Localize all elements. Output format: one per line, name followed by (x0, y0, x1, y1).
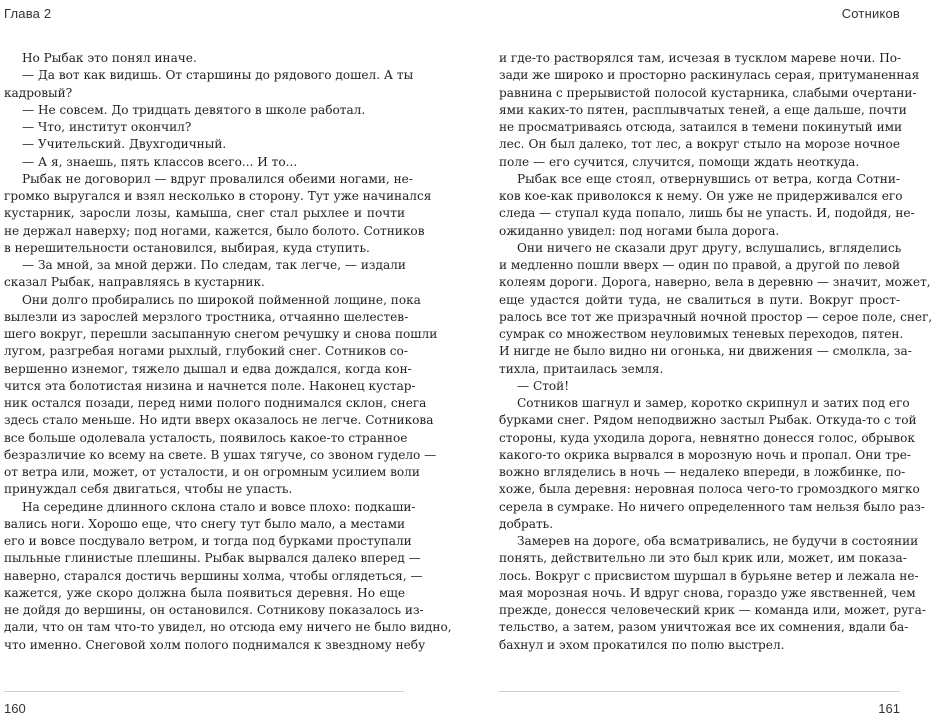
text-line: вались ноги. Хорошо еще, что снегу тут было мало, а местами (4, 516, 406, 531)
text-line: ралось все тот же призрачный ночной простор — серое поле, снег, (499, 309, 932, 324)
text-line: хоже, была деревня: неровная полоса чего-то громоздкого мягко (499, 482, 920, 497)
text-line: Рыбак все еще стоял, отвернувшись от ветра, когда Сотни- (517, 171, 900, 186)
text-line: наверно, старался достичь вершины холма, чтобы оглядеться, — (4, 568, 423, 583)
text-line: что именно. Снеговой холм полого поднимался к звездному небу (4, 637, 426, 652)
left-page-number: 160 (4, 701, 26, 716)
text-line: Сотников шагнул и замер, коротко скрипнул и затих под его (517, 396, 910, 410)
left-footer-rule (4, 691, 404, 692)
text-line: — Учительский. Двухгодичный. (22, 137, 227, 152)
text-line: На середине длинного склона стало и вовсе плохо: подкаши- (22, 499, 416, 514)
text-line: Рыбак не договорил — вдруг провалился обеими ногами, не- (22, 171, 413, 186)
text-line: громко выругался и взял несколько в сторону. Тут уже начинался (4, 189, 432, 203)
text-line: шего вокруг, перешли засыпанную снегом речушку и снова пошли (4, 327, 438, 341)
right-page-number: 161 (878, 701, 900, 716)
text-line: вершенно изнемог, тяжело дышал и едва дождался, когда кон- (4, 361, 412, 376)
text-line: поле — его сучится, случится, помощи ждать неоткуда. (499, 154, 860, 169)
text-line: все больше одолевала усталость, появилось какое-то странное (4, 430, 408, 445)
text-line: лось. Вокруг с присвистом шуршал в бурьяне ветер и лежала не- (499, 568, 919, 583)
text-line: равнина с прерывистой полосой кустарника, слабыми очертани- (499, 85, 917, 100)
text-line: лес. Он был далеко, тот лес, а вокруг стыло на морозе ночное (499, 137, 900, 152)
text-line: Но Рыбак это понял иначе. (22, 51, 197, 65)
text-line: Замерев на дороге, оба всматривались, не будучи в состоянии (517, 534, 919, 548)
text-line: Они долго пробирались по широкой пойменной лощине, пока (22, 292, 421, 307)
text-line: бахнул и эхом прокатился по полю выстрел. (499, 637, 785, 652)
text-line: тихла, притаилась земля. (499, 361, 664, 376)
text-line: принуждал себя двигаться, чтобы не упасть. (4, 482, 293, 497)
text-line: И нигде не было видно ни огонька, ни движения — смолкла, за- (499, 344, 912, 359)
text-line: — Стой! (517, 378, 570, 393)
text-line: — Что, институт окончил? (22, 120, 192, 134)
text-line: здесь стало меньше. Но идти вверх оказалось не легче. Сотникова (4, 413, 434, 428)
text-line: добрать. (499, 516, 554, 531)
text-line: стороны, куда уходила дорога, невнятно донесся голос, обрывок (499, 430, 915, 445)
text-line: сказал Рыбак, направляясь в кустарник. (4, 275, 265, 290)
text-line: ожиданно увидел: под ногами была дорога. (499, 223, 780, 238)
text-line: в нерешительности остановился, выбирая, куда ступить. (4, 240, 370, 255)
text-line: — За мной, за мной держи. По следам, так легче, — издали (22, 258, 406, 272)
text-line: вылезли из зарослей мерзлого тростника, отчаянно шелестев- (4, 309, 409, 324)
text-line: кустарник, заросли лозы, камыша, снег стал рыхлее и почти (4, 206, 405, 221)
text-line: пыльные глинистые плешины. Рыбак вырвался далеко вперед — (4, 551, 421, 566)
text-line: — Не совсем. До тридцать девятого в школе работал. (22, 102, 366, 117)
running-head-title: Сотников (841, 6, 900, 21)
text-line: безразличие ко всему на свете. В ушах тягуче, со звоном гудело — (4, 447, 437, 462)
text-line: чится эта болотистая низина и начнется поле. Наконец кустар- (4, 378, 416, 393)
text-line: ями каких-то пятен, расплывчатых теней, а еще дальше, почти (499, 102, 907, 117)
text-line: колеям дороги. Дорога, наверно, вела в деревню — значит, может, (499, 275, 931, 290)
text-line: — Да вот как видишь. От старшины до рядового дошел. А ты (22, 68, 414, 83)
text-line: тельство, а затем, разом уничтожая все их сомнения, вдали ба- (499, 620, 909, 635)
text-line: прежде, донесся человеческий крик — команда или, может, руга- (499, 603, 926, 617)
text-line: мая морозная ночь. И вдруг снова, гораздо уже явственней, чем (499, 585, 916, 600)
text-line: серела в сумраке. Но ничего определенного там нельзя было раз- (499, 499, 925, 514)
text-line: от ветра или, может, от усталости, и он огромным усилием воли (4, 465, 420, 479)
text-line: не дойдя до вершины, он остановился. Сотникову показалось из- (4, 603, 424, 617)
text-line: бурками снег. Рядом неподвижно застыл Рыбак. Откуда-то с той (499, 413, 917, 428)
text-line: ков кое-как приволокся к нему. Он уже не придерживался его (499, 189, 903, 203)
text-line: сумрак со множеством неуловимых теневых переходов, пятен. (499, 327, 904, 341)
right-page-text (499, 50, 932, 654)
text-line: и где-то растворялся там, исчезая в тусклом мареве ночи. По- (499, 51, 902, 65)
text-line: кадровый? (4, 85, 73, 100)
text-line: понять, действительно ли это был крик или, может, им показа- (499, 551, 907, 566)
text-line: не просматриваясь отсюда, затаился в темени покинутый ими (499, 120, 903, 134)
text-line: какого-то окрика вырвался в морозную ночь и пропал. Они тре- (499, 447, 911, 462)
text-line: ник остался позади, перед ними полого поднимался склон, снега (4, 396, 427, 410)
text-line: еще удастся дойти туда, не свалиться в пути. Вокруг прост- (499, 292, 900, 307)
text-line: его и вовсе посдувало ветром, и тогда под бурками проступали (4, 534, 412, 548)
left-page-text (4, 50, 452, 654)
text-line: лугом, разгребая ногами рыхлый, глубокий снег. Сотников со- (4, 344, 408, 359)
text-line: — А я, знаешь, пять классов всего... И то... (22, 154, 298, 169)
right-footer-rule (499, 691, 900, 692)
text-line: не держал наверху; под ногами, кажется, было болото. Сотников (4, 223, 425, 238)
text-line: дали, что он там что-то увидел, но отсюда ему ничего не было видно, (4, 620, 452, 635)
running-head-chapter: Глава 2 (4, 6, 52, 21)
text-line: зади же широко и просторно раскинулась серая, притуманенная (499, 68, 920, 83)
text-line: и медленно пошли вверх — один по правой, а другой по левой (499, 258, 901, 272)
text-line: Они ничего не сказали друг другу, вслушались, вгляделись (517, 240, 902, 255)
text-line: следа — ступал куда попало, лишь бы не упасть. И, подойдя, не- (499, 206, 915, 221)
text-line: кажется, уже скоро должна была появиться деревня. Но еще (4, 585, 405, 600)
text-line: вожно вгляделись в ночь — недалеко впереди, в ложбинке, по- (499, 465, 906, 479)
